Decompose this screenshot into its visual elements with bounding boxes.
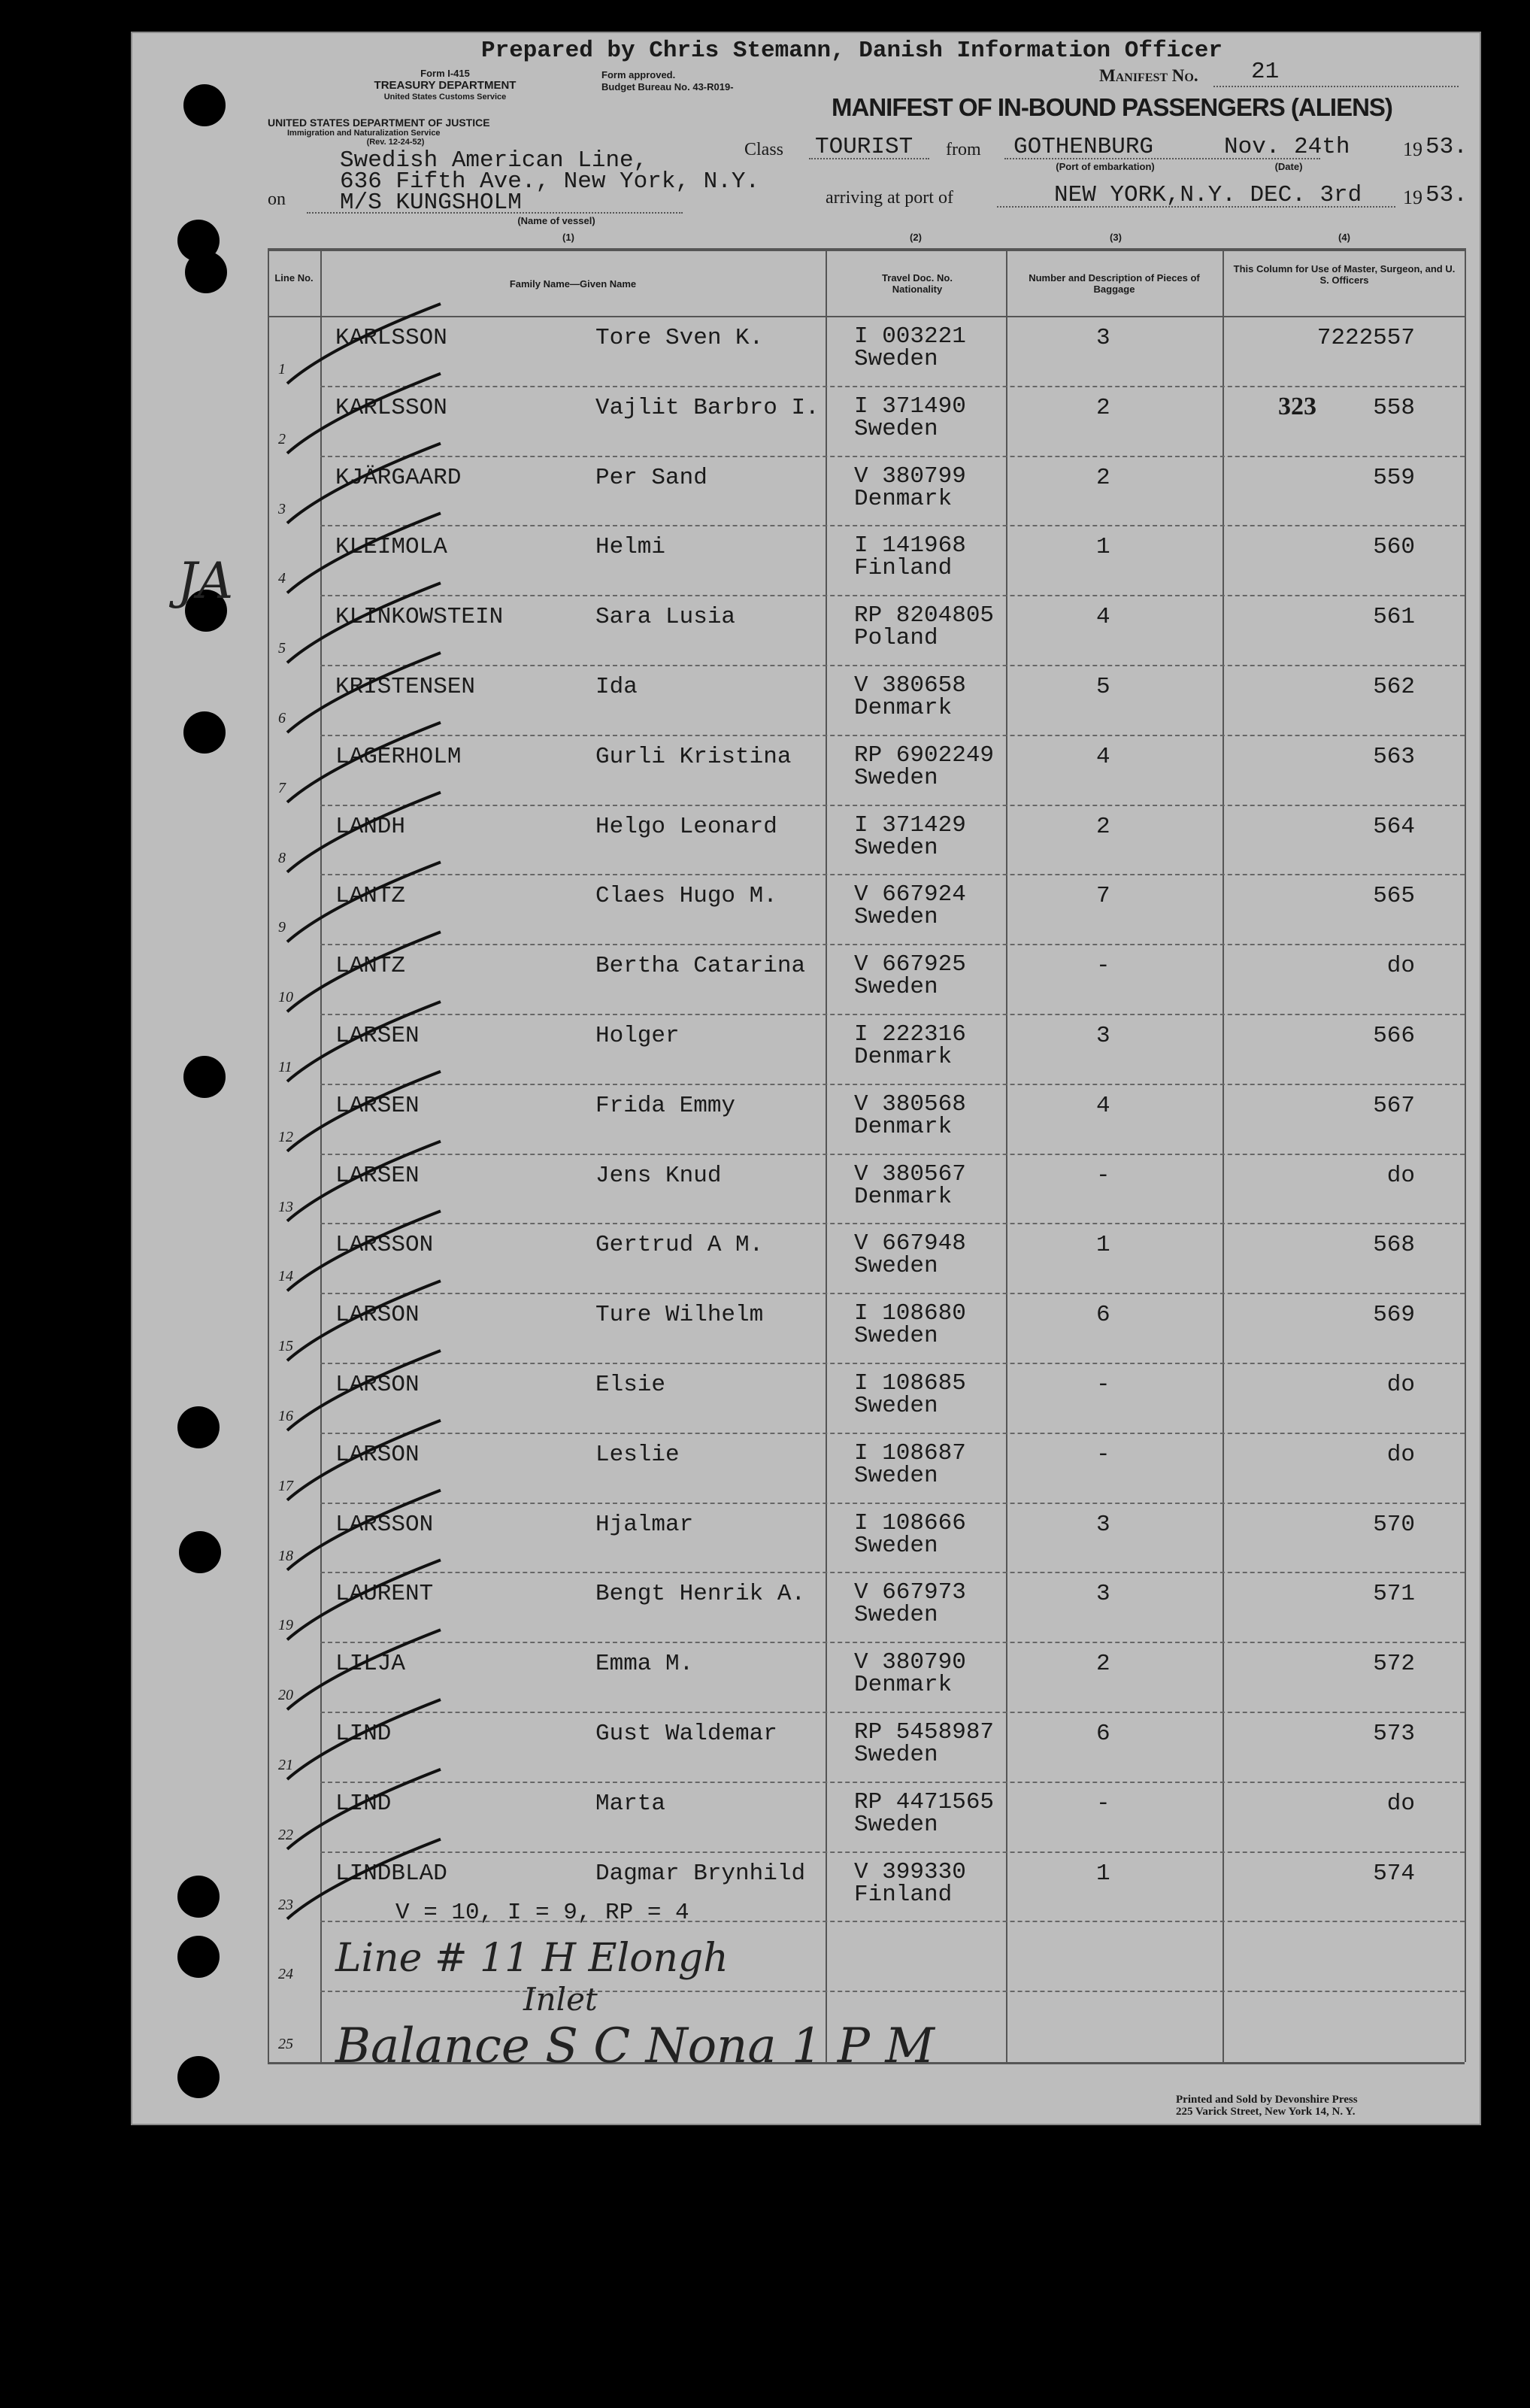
row-travel-doc: RP 4471565 (854, 1788, 995, 1815)
row-travel-doc: V 667973 (854, 1579, 966, 1606)
column-header-officers: This Column for Use of Master, Surgeon, and U. S. Officers (1233, 263, 1456, 286)
row-divider (320, 1433, 1465, 1434)
row-given-name: Bengt Henrik A. (595, 1581, 806, 1608)
row-travel-doc: I 003221 (854, 323, 966, 350)
row-baggage-count: 3 (1096, 1581, 1110, 1608)
class-value: TOURIST (815, 134, 913, 160)
vessel-caption: (Name of vessel) (517, 215, 595, 226)
row-nationality: Sweden (854, 1532, 938, 1559)
row-travel-doc: I 108666 (854, 1509, 966, 1536)
row-baggage-count: - (1096, 1441, 1110, 1468)
row-given-name: Helgo Leonard (595, 813, 777, 840)
row-given-name: Ida (595, 674, 638, 700)
row-nationality: Sweden (854, 1253, 938, 1280)
row-nationality: Sweden (854, 415, 938, 442)
row-family-name: LIND (335, 1790, 392, 1817)
punch-hole (183, 1056, 226, 1098)
row-line-number: 22 (278, 1826, 293, 1843)
row-given-name: Frida Emmy (595, 1092, 736, 1119)
row-officer-number: 568 (1373, 1232, 1415, 1259)
punch-hole (177, 1936, 220, 1978)
row-baggage-count: - (1096, 953, 1110, 980)
row-given-name: Elsie (595, 1372, 666, 1398)
row-officer-number: 572 (1373, 1651, 1415, 1678)
row-nationality: Sweden (854, 1323, 938, 1350)
row-given-name: Tore Sven K. (595, 325, 764, 351)
row-line-number: 21 (278, 1757, 293, 1773)
row-family-name: LARSON (335, 1372, 420, 1398)
row-nationality: Sweden (854, 1811, 938, 1838)
row-nationality: Sweden (854, 1462, 938, 1489)
row-family-name: LARSEN (335, 1023, 420, 1049)
row-line-number: 20 (278, 1687, 293, 1704)
row-travel-doc: I 108680 (854, 1300, 966, 1327)
row-divider (320, 525, 1465, 526)
row-nationality: Sweden (854, 764, 938, 791)
check-marks (132, 33, 1480, 2124)
row-officer-number: 559 (1373, 464, 1415, 491)
row-nationality: Sweden (854, 904, 938, 931)
row-given-name: Dagmar Brynhild (595, 1860, 806, 1887)
row-officer-number: do (1386, 953, 1415, 980)
row-line-number: 23 (278, 1896, 293, 1913)
manifest-number-label: Manifest No. (1099, 66, 1198, 85)
row-officer-number: 569 (1373, 1302, 1415, 1329)
row-family-name: LARSSON (335, 1511, 434, 1538)
row-given-name: Ture Wilhelm (595, 1302, 764, 1329)
row-travel-doc: I 371429 (854, 811, 966, 839)
punch-hole (177, 2056, 220, 2098)
arrival-port-date: NEW YORK,N.Y. DEC. 3rd (1054, 182, 1362, 208)
row-nationality: Finland (854, 555, 953, 582)
row-baggage-count: 4 (1096, 743, 1110, 770)
row-travel-doc: I 108685 (854, 1370, 966, 1397)
treasury-dept: TREASURY DEPARTMENT (374, 79, 517, 92)
row-line-number: 13 (278, 1198, 293, 1215)
row-nationality: Denmark (854, 695, 953, 721)
row-line-number: 3 (278, 500, 286, 517)
punch-hole (185, 251, 227, 293)
row-baggage-count: 6 (1096, 1302, 1110, 1329)
row-travel-doc: V 380790 (854, 1649, 966, 1676)
row-nationality: Sweden (854, 1393, 938, 1419)
row-family-name: LARSSON (335, 1232, 434, 1259)
visa-summary: V = 10, I = 9, RP = 4 (395, 1900, 689, 1926)
row-officer-number: do (1386, 1441, 1415, 1468)
margin-initials: JA (177, 552, 234, 610)
handwritten-note-1: Line # 11 H Elongh (335, 1936, 729, 1981)
column-number-4: (4) (1338, 232, 1350, 243)
row-family-name: KJÄRGAARD (335, 464, 462, 491)
row-divider (320, 1084, 1465, 1085)
row-nationality: Denmark (854, 485, 953, 512)
row-baggage-count: 4 (1096, 604, 1110, 631)
ins-service: Immigration and Naturalization Service (287, 129, 441, 138)
class-label: Class (744, 140, 784, 159)
year-prefix-1: 19 (1403, 138, 1422, 160)
handwritten-note-3: Balance S C Nona 1 P M (335, 2018, 935, 2074)
row-officer-number: 573 (1373, 1721, 1415, 1747)
row-line-number: 1 (278, 361, 286, 378)
row-line-number: 2 (278, 430, 286, 447)
form-number: Form I-415 (420, 68, 470, 79)
row-family-name: LILJA (335, 1651, 406, 1678)
embarkation-year: 53. (1425, 134, 1468, 160)
row-line-number: 14 (278, 1268, 293, 1285)
column-header-name: Family Name—Given Name (509, 278, 637, 290)
row-given-name: Claes Hugo M. (595, 883, 777, 910)
row-nationality: Denmark (854, 1183, 953, 1210)
row-family-name: KLINKOWSTEIN (335, 604, 504, 631)
row-officer-number: 563 (1373, 743, 1415, 770)
row-nationality: Denmark (854, 1044, 953, 1070)
row-travel-doc: RP 6902249 (854, 742, 995, 769)
row-officer-number: 574 (1373, 1860, 1415, 1887)
row-divider (320, 1223, 1465, 1224)
port-of-embarkation: GOTHENBURG (1013, 134, 1154, 160)
row-line-number: 5 (278, 640, 286, 657)
row-divider (320, 1712, 1465, 1713)
row-divider (320, 1782, 1465, 1783)
row-family-name: LANDH (335, 813, 406, 840)
arrival-year: 53. (1425, 182, 1468, 208)
punch-hole (179, 1531, 221, 1573)
justice-dept: UNITED STATES DEPARTMENT OF JUSTICE (268, 117, 490, 129)
row-family-name: KRISTENSEN (335, 674, 476, 700)
row-given-name: Per Sand (595, 464, 707, 491)
row-divider (320, 1154, 1465, 1155)
row-baggage-count: 3 (1096, 1511, 1110, 1538)
row-travel-doc: V 380658 (854, 672, 966, 699)
row-officer-number: 7222557 (1316, 325, 1415, 351)
row-line-number: 12 (278, 1128, 293, 1145)
date-caption: (Date) (1274, 161, 1303, 172)
row-officer-number: 566 (1373, 1023, 1415, 1049)
row-nationality: Denmark (854, 1113, 953, 1140)
row-travel-doc: V 399330 (854, 1858, 966, 1885)
manifest-page (131, 32, 1481, 2125)
row-divider (320, 1851, 1465, 1853)
punch-hole (183, 84, 226, 126)
row-baggage-count: - (1096, 1790, 1110, 1817)
column-header-line: Line No. (274, 272, 314, 284)
on-label: on (268, 190, 286, 209)
row-travel-doc: V 380799 (854, 462, 966, 490)
row-given-name: Bertha Catarina (595, 953, 806, 980)
arriving-label: arriving at port of (826, 188, 953, 208)
printer-credit-2: 225 Varick Street, New York 14, N. Y. (1176, 2106, 1356, 2118)
row-family-name: LAGERHOLM (335, 743, 462, 770)
vessel-name: M/S KUNGSHOLM (340, 190, 522, 216)
row-baggage-count: 3 (1096, 1023, 1110, 1049)
row-officer-number: 562 (1373, 674, 1415, 700)
row-baggage-count: 2 (1096, 1651, 1110, 1678)
customs-service: United States Customs Service (383, 92, 507, 102)
row-family-name: LARSEN (335, 1162, 420, 1189)
row-nationality: Sweden (854, 834, 938, 861)
row-line-number: 16 (278, 1408, 293, 1424)
row-line-number: 8 (278, 849, 286, 866)
row-officer-number: 564 (1373, 813, 1415, 840)
row-given-name: Gust Waldemar (595, 1721, 777, 1747)
row-divider (320, 1991, 1465, 1992)
row-baggage-count: 1 (1096, 1860, 1110, 1887)
row-divider (320, 1363, 1465, 1364)
column-number-1: (1) (562, 232, 574, 243)
row-divider (320, 1014, 1465, 1015)
manifest-number: 21 (1251, 59, 1280, 85)
row-nationality: Sweden (854, 974, 938, 1001)
row-baggage-count: 3 (1096, 325, 1110, 351)
punch-hole (177, 1406, 220, 1448)
row-family-name: LINDBLAD (335, 1860, 447, 1887)
row-line-number: 9 (278, 919, 286, 936)
port-caption: (Port of embarkation) (1056, 161, 1155, 172)
row-divider (320, 1572, 1465, 1573)
punch-hole (177, 1876, 220, 1918)
row-travel-doc: V 380568 (854, 1090, 966, 1118)
row-line-number: 6 (278, 710, 286, 726)
row-travel-doc: RP 5458987 (854, 1719, 995, 1745)
budget-bureau: Budget Bureau No. 43-R019- (601, 81, 734, 92)
row-officer-number: 560 (1373, 534, 1415, 561)
row-officer-number: do (1386, 1790, 1415, 1817)
row-given-name: Emma M. (595, 1651, 694, 1678)
row-divider (320, 1503, 1465, 1504)
column-number-3: (3) (1110, 232, 1122, 243)
row-divider (320, 386, 1465, 387)
row-line-number: 15 (278, 1338, 293, 1355)
row-given-name: Leslie (595, 1441, 680, 1468)
column-header-doc: Travel Doc. No. Nationality (882, 272, 953, 295)
embarkation-date: Nov. 24th (1224, 134, 1350, 160)
row-line-number: 24 (278, 1966, 293, 1983)
row-baggage-count: 1 (1096, 1232, 1110, 1259)
row-divider (320, 665, 1465, 666)
row-given-name: Gurli Kristina (595, 743, 792, 770)
row-travel-doc: V 380567 (854, 1160, 966, 1187)
row-divider (320, 735, 1465, 736)
prepared-by-line: Prepared by Chris Stemann, Danish Information Officer (481, 38, 1222, 64)
row-divider (320, 456, 1465, 457)
row-given-name: Sara Lusia (595, 604, 736, 631)
row-travel-doc: I 141968 (854, 532, 966, 560)
officer-stamp: 323 (1278, 393, 1316, 420)
row-family-name: KARLSSON (335, 394, 447, 421)
form-revision: (Rev. 12-24-52) (366, 138, 425, 147)
row-baggage-count: 4 (1096, 1092, 1110, 1119)
column-number-2: (2) (910, 232, 922, 243)
row-family-name: LAURENT (335, 1581, 434, 1608)
row-baggage-count: - (1096, 1162, 1110, 1189)
row-family-name: LARSEN (335, 1092, 420, 1119)
row-baggage-count: 1 (1096, 534, 1110, 561)
row-travel-doc: V 667925 (854, 951, 966, 978)
row-family-name: LANTZ (335, 883, 406, 910)
row-given-name: Gertrud A M. (595, 1232, 764, 1259)
punch-hole (183, 711, 226, 754)
row-line-number: 11 (278, 1059, 292, 1075)
row-officer-number: 567 (1373, 1092, 1415, 1119)
row-officer-number: 561 (1373, 604, 1415, 631)
row-divider (320, 874, 1465, 875)
row-line-number: 25 (278, 2036, 293, 2053)
row-line-number: 4 (278, 570, 286, 587)
row-given-name: Holger (595, 1023, 680, 1049)
row-given-name: Vajlit Barbro I. (595, 394, 820, 421)
row-divider (320, 1293, 1465, 1294)
row-nationality: Poland (854, 625, 938, 652)
row-family-name: KLEIMOLA (335, 534, 447, 561)
row-line-number: 19 (278, 1617, 293, 1634)
row-baggage-count: 6 (1096, 1721, 1110, 1747)
row-officer-number: 558 (1373, 394, 1415, 421)
row-officer-number: do (1386, 1372, 1415, 1398)
row-nationality: Finland (854, 1881, 953, 1908)
row-baggage-count: 2 (1096, 464, 1110, 491)
row-baggage-count: - (1096, 1372, 1110, 1398)
shipping-line-company: Swedish American Line, (340, 147, 648, 174)
row-travel-doc: I 108687 (854, 1439, 966, 1466)
row-travel-doc: RP 8204805 (854, 602, 995, 629)
row-line-number: 18 (278, 1547, 293, 1564)
column-header-baggage: Number and Description of Pieces of Baggage (1029, 272, 1200, 295)
manifest-title: MANIFEST OF IN-BOUND PASSENGERS (ALIENS) (832, 93, 1392, 121)
row-nationality: Sweden (854, 1602, 938, 1629)
row-officer-number: 571 (1373, 1581, 1415, 1608)
row-baggage-count: 2 (1096, 394, 1110, 421)
row-given-name: Helmi (595, 534, 666, 561)
row-divider (320, 595, 1465, 596)
shipping-line-address: 636 Fifth Ave., New York, N.Y. (340, 168, 760, 195)
year-prefix-2: 19 (1403, 187, 1422, 208)
row-officer-number: 565 (1373, 883, 1415, 910)
row-nationality: Denmark (854, 1672, 953, 1699)
from-label: from (946, 140, 981, 159)
row-travel-doc: I 371490 (854, 393, 966, 420)
row-family-name: LARSON (335, 1441, 420, 1468)
row-divider (320, 1642, 1465, 1643)
row-baggage-count: 2 (1096, 813, 1110, 840)
row-given-name: Hjalmar (595, 1511, 694, 1538)
handwritten-note-2: Inlet (523, 1981, 598, 2018)
row-family-name: LARSON (335, 1302, 420, 1329)
row-travel-doc: V 667948 (854, 1230, 966, 1257)
row-family-name: LIND (335, 1721, 392, 1747)
row-divider (320, 805, 1465, 806)
row-baggage-count: 7 (1096, 883, 1110, 910)
form-approved: Form approved. (601, 69, 676, 80)
row-nationality: Sweden (854, 1742, 938, 1768)
row-baggage-count: 5 (1096, 674, 1110, 700)
row-line-number: 17 (278, 1477, 293, 1494)
printer-credit-1: Printed and Sold by Devonshire Press (1176, 2094, 1358, 2106)
row-nationality: Sweden (854, 346, 938, 372)
row-travel-doc: V 667924 (854, 881, 966, 908)
row-given-name: Jens Knud (595, 1162, 722, 1189)
row-officer-number: 570 (1373, 1511, 1415, 1538)
row-family-name: KARLSSON (335, 325, 447, 351)
row-family-name: LANTZ (335, 953, 406, 980)
row-travel-doc: I 222316 (854, 1021, 966, 1048)
row-officer-number: do (1386, 1162, 1415, 1189)
row-divider (320, 944, 1465, 945)
row-line-number: 10 (278, 989, 293, 1006)
row-given-name: Marta (595, 1790, 666, 1817)
row-line-number: 7 (278, 779, 286, 796)
